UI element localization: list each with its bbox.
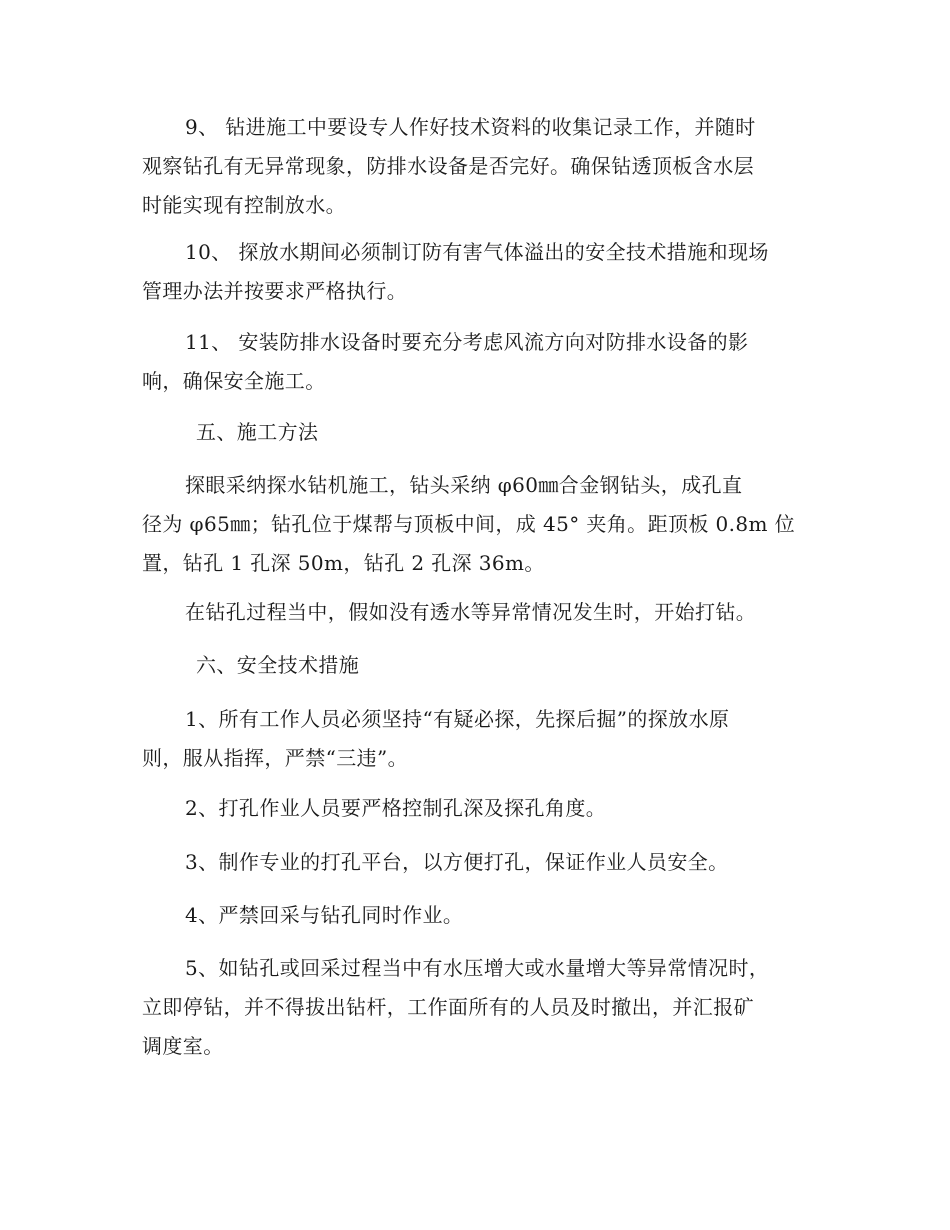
- method-line-1: 探眼采纳探水钻机施工，钻头采纳 φ60㎜合金钢钻头，成孔直: [185, 473, 743, 497]
- section-6-heading: 六、安全技术措施: [196, 653, 360, 677]
- safety-5-line-2: 立即停钻，并不得拔出钻杆，工作面所有的人员及时撤出，并汇报矿: [142, 995, 754, 1019]
- item-11-paragraph: [142, 323, 810, 401]
- safety-2-line: 2、打孔作业人员要严格控制孔深及探孔角度。: [185, 796, 607, 820]
- safety-5-line-1: 5、如钻孔或回采过程当中有水压增大或水量增大等异常情况时，: [185, 956, 770, 980]
- safety-1-line-1: 1、所有工作人员必须坚持“有疑必探，先探后掘”的探放水原: [185, 707, 730, 731]
- construction-method-paragraph: [142, 466, 810, 583]
- method-line-3: 置，钻孔 1 孔深 50m，钻孔 2 孔深 36m。: [142, 551, 545, 575]
- item-9-paragraph: [142, 108, 810, 225]
- item-9-line-1: 9、 钻进施工中要设专人作好技术资料的收集记录工作，并随时: [185, 115, 756, 139]
- item-10-paragraph: [142, 233, 810, 311]
- safety-4-paragraph: [142, 896, 810, 935]
- item-9-line-3: 时能实现有控制放水。: [142, 193, 346, 217]
- method-line-2: 径为 φ65㎜；钻孔位于煤帮与顶板中间，成 45° 夹角。距顶板 0.8m 位: [142, 512, 796, 536]
- drilling-note-line: 在钻孔过程当中，假如没有透水等异常情况发生时，开始打钻。: [185, 600, 757, 624]
- item-11-line-2: 响，确保安全施工。: [142, 369, 326, 393]
- item-9-line-2: 观察钻孔有无异常现象，防排水设备是否完好。确保钻透顶板含水层: [142, 154, 754, 178]
- drilling-note-paragraph: [142, 593, 810, 632]
- safety-3-paragraph: [142, 843, 810, 882]
- safety-3-line: 3、制作专业的打孔平台，以方便打孔，保证作业人员安全。: [185, 850, 729, 874]
- safety-1-line-2: 则，服从指挥，严禁“三违”。: [142, 746, 409, 770]
- safety-5-line-3: 调度室。: [142, 1034, 224, 1058]
- item-10-line-1: 10、 探放水期间必须制订防有害气体溢出的安全技术措施和现场: [185, 240, 769, 264]
- item-10-line-2: 管理办法并按要求严格执行。: [142, 279, 408, 303]
- safety-2-paragraph: [142, 789, 810, 828]
- safety-4-line: 4、严禁回采与钻孔同时作业。: [185, 903, 464, 927]
- item-11-line-1: 11、 安装防排水设备时要充分考虑风流方向对防排水设备的影: [185, 330, 749, 354]
- safety-5-paragraph: [142, 949, 810, 1066]
- section-5-heading: 五、施工方法: [196, 420, 319, 444]
- safety-1-paragraph: [142, 700, 810, 778]
